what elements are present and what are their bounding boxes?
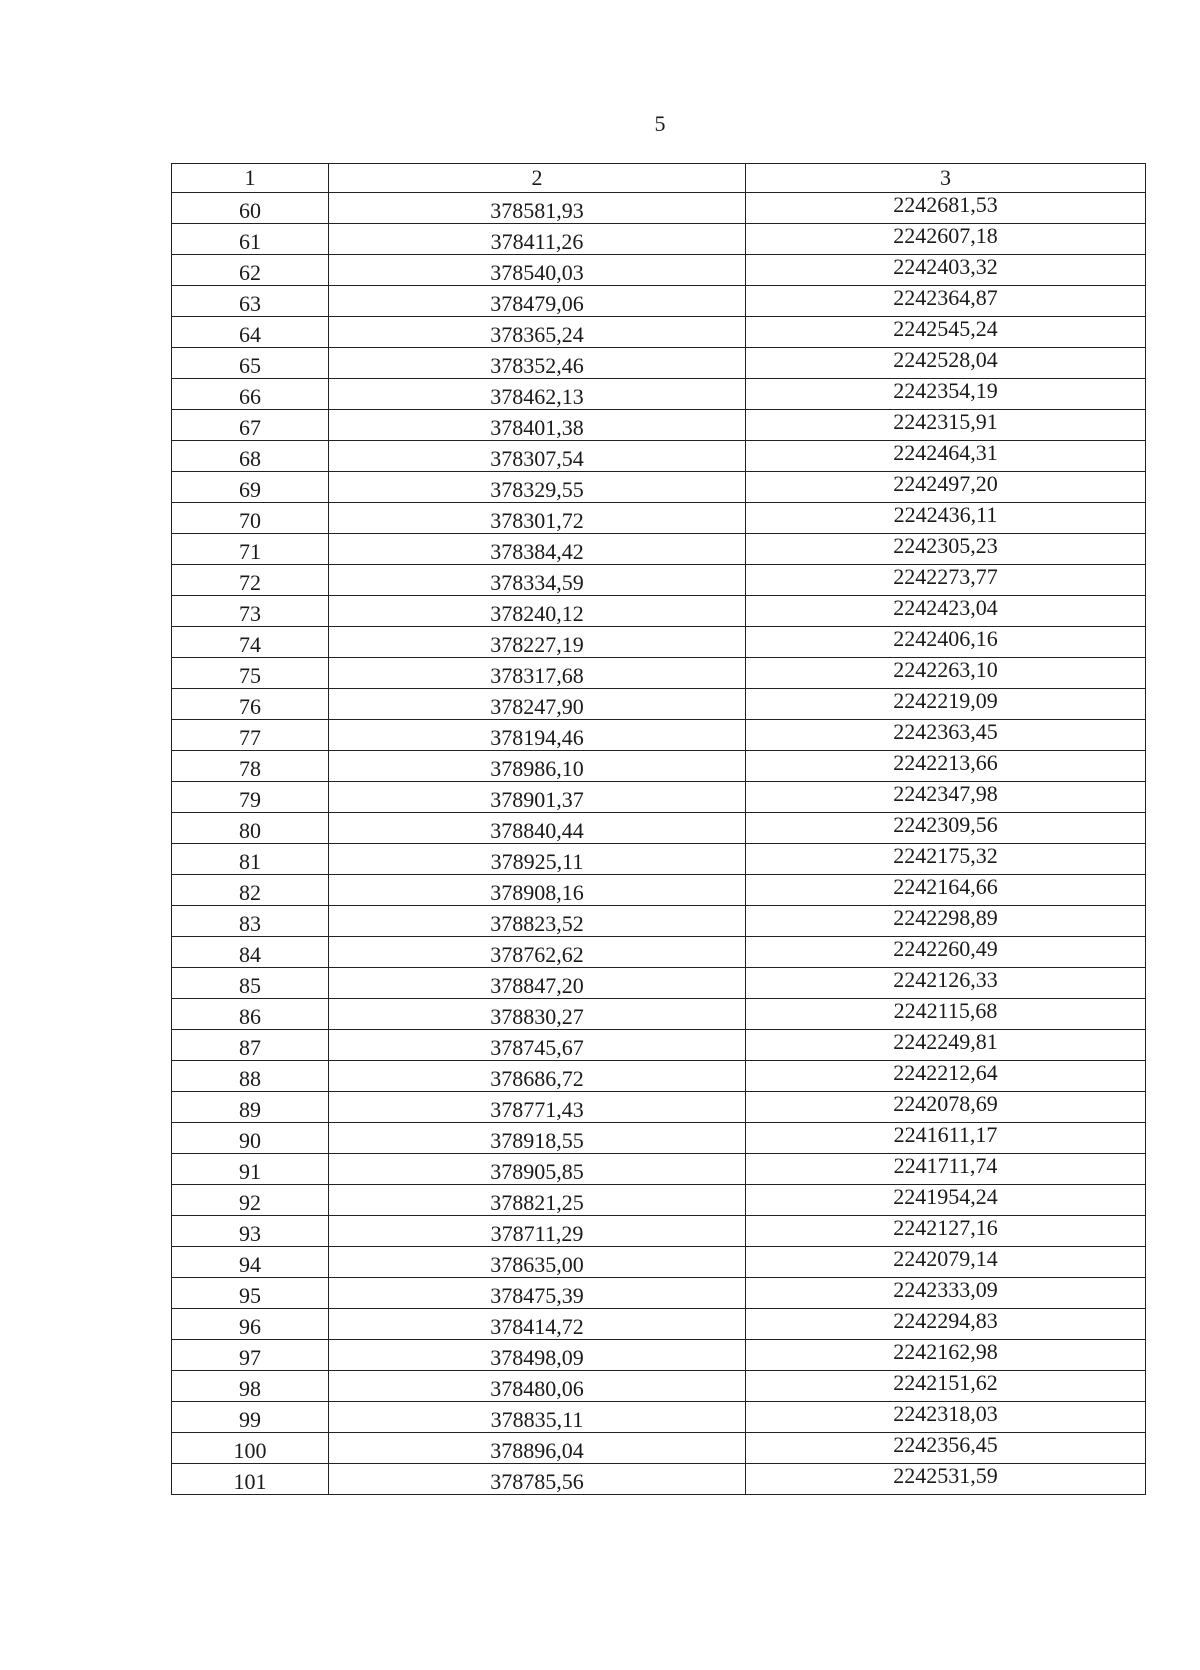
- table-row: [172, 937, 1146, 968]
- x-coordinate-cell: 378479,06: [329, 286, 746, 317]
- y-coordinate-cell: 2242607,18: [746, 224, 1146, 255]
- x-coordinate-cell: 378908,16: [329, 875, 746, 906]
- point-number-cell: 84: [172, 937, 329, 968]
- point-number-cell: 98: [172, 1371, 329, 1402]
- x-coordinate-cell: 378581,93: [329, 193, 746, 224]
- y-coordinate-cell: 2242263,10: [746, 658, 1146, 689]
- y-coordinate-cell: 2242175,32: [746, 844, 1146, 875]
- y-coordinate-cell: 2242406,16: [746, 627, 1146, 658]
- x-coordinate-cell: 378925,11: [329, 844, 746, 875]
- x-coordinate-cell: 378840,44: [329, 813, 746, 844]
- point-number-cell: 66: [172, 379, 329, 410]
- table-row: [172, 534, 1146, 565]
- table-row: [172, 317, 1146, 348]
- x-coordinate-cell: 378986,10: [329, 751, 746, 782]
- y-coordinate-cell: 2242528,04: [746, 348, 1146, 379]
- table-row: [172, 1371, 1146, 1402]
- table-row: [172, 286, 1146, 317]
- y-coordinate-cell: 2242464,31: [746, 441, 1146, 472]
- x-coordinate-cell: 378247,90: [329, 689, 746, 720]
- y-coordinate-cell: 2242545,24: [746, 317, 1146, 348]
- page-number: 5: [654, 111, 666, 136]
- point-number-cell: 80: [172, 813, 329, 844]
- x-coordinate-cell: 378227,19: [329, 627, 746, 658]
- x-coordinate-cell: 378498,09: [329, 1340, 746, 1371]
- y-coordinate-cell: 2242497,20: [746, 472, 1146, 503]
- table-row: [172, 1433, 1146, 1464]
- x-coordinate-cell: 378821,25: [329, 1185, 746, 1216]
- point-number-cell: 83: [172, 906, 329, 937]
- point-number-cell: 86: [172, 999, 329, 1030]
- x-coordinate-cell: 378835,11: [329, 1402, 746, 1433]
- point-number-cell: 69: [172, 472, 329, 503]
- table-row: [172, 1464, 1146, 1495]
- table-row: [172, 1309, 1146, 1340]
- point-number-cell: 92: [172, 1185, 329, 1216]
- table-row: [172, 689, 1146, 720]
- table-row: [172, 596, 1146, 627]
- point-number-cell: 67: [172, 410, 329, 441]
- point-number-cell: 93: [172, 1216, 329, 1247]
- y-coordinate-cell: 2242298,89: [746, 906, 1146, 937]
- x-coordinate-cell: 378635,00: [329, 1247, 746, 1278]
- point-number-cell: 97: [172, 1340, 329, 1371]
- table-row: [172, 1092, 1146, 1123]
- table-row: [172, 1154, 1146, 1185]
- y-coordinate-cell: 2241954,24: [746, 1185, 1146, 1216]
- table-row: [172, 658, 1146, 689]
- point-number-cell: 88: [172, 1061, 329, 1092]
- x-coordinate-cell: 378823,52: [329, 906, 746, 937]
- y-coordinate-cell: 2242403,32: [746, 255, 1146, 286]
- table-row: [172, 1061, 1146, 1092]
- x-coordinate-cell: 378540,03: [329, 255, 746, 286]
- table-row: [172, 1123, 1146, 1154]
- table-row: [172, 224, 1146, 255]
- x-coordinate-cell: 378384,42: [329, 534, 746, 565]
- x-coordinate-cell: 378317,68: [329, 658, 746, 689]
- y-coordinate-cell: 2242294,83: [746, 1309, 1146, 1340]
- point-number-cell: 78: [172, 751, 329, 782]
- point-number-cell: 99: [172, 1402, 329, 1433]
- x-coordinate-cell: 378194,46: [329, 720, 746, 751]
- x-coordinate-cell: 378711,29: [329, 1216, 746, 1247]
- point-number-cell: 100: [172, 1433, 329, 1464]
- x-coordinate-cell: 378301,72: [329, 503, 746, 534]
- x-coordinate-cell: 378411,26: [329, 224, 746, 255]
- y-coordinate-cell: 2242347,98: [746, 782, 1146, 813]
- point-number-cell: 95: [172, 1278, 329, 1309]
- table-row: [172, 751, 1146, 782]
- y-coordinate-cell: 2242078,69: [746, 1092, 1146, 1123]
- table-row: [172, 255, 1146, 286]
- x-coordinate-cell: 378401,38: [329, 410, 746, 441]
- x-coordinate-cell: 378365,24: [329, 317, 746, 348]
- point-number-cell: 64: [172, 317, 329, 348]
- y-coordinate-cell: 2242151,62: [746, 1371, 1146, 1402]
- x-coordinate-cell: 378480,06: [329, 1371, 746, 1402]
- y-coordinate-cell: 2242115,68: [746, 999, 1146, 1030]
- x-coordinate-cell: 378785,56: [329, 1464, 746, 1495]
- table-row: [172, 1185, 1146, 1216]
- y-coordinate-cell: 2242354,19: [746, 379, 1146, 410]
- coordinates-table: [171, 163, 1146, 1495]
- y-coordinate-cell: 2242127,16: [746, 1216, 1146, 1247]
- table-row: [172, 627, 1146, 658]
- table-row: [172, 348, 1146, 379]
- point-number-cell: 91: [172, 1154, 329, 1185]
- table-row: [172, 844, 1146, 875]
- point-number-cell: 70: [172, 503, 329, 534]
- x-coordinate-cell: 378905,85: [329, 1154, 746, 1185]
- point-number-cell: 96: [172, 1309, 329, 1340]
- x-coordinate-cell: 378240,12: [329, 596, 746, 627]
- y-coordinate-cell: 2242531,59: [746, 1464, 1146, 1495]
- y-coordinate-cell: 2241611,17: [746, 1123, 1146, 1154]
- table-row: [172, 720, 1146, 751]
- y-coordinate-cell: 2242164,66: [746, 875, 1146, 906]
- point-number-cell: 68: [172, 441, 329, 472]
- point-number-cell: 74: [172, 627, 329, 658]
- table-row: [172, 193, 1146, 224]
- point-number-cell: 81: [172, 844, 329, 875]
- x-coordinate-cell: 378745,67: [329, 1030, 746, 1061]
- y-coordinate-cell: 2242249,81: [746, 1030, 1146, 1061]
- point-number-cell: 60: [172, 193, 329, 224]
- x-coordinate-cell: 378307,54: [329, 441, 746, 472]
- table-row: [172, 1247, 1146, 1278]
- y-coordinate-cell: 2242318,03: [746, 1402, 1146, 1433]
- x-coordinate-cell: 378352,46: [329, 348, 746, 379]
- x-coordinate-cell: 378918,55: [329, 1123, 746, 1154]
- x-coordinate-cell: 378686,72: [329, 1061, 746, 1092]
- x-coordinate-cell: 378334,59: [329, 565, 746, 596]
- table-row: [172, 875, 1146, 906]
- table-body: [172, 193, 1146, 1495]
- table-row: [172, 1340, 1146, 1371]
- point-number-cell: 85: [172, 968, 329, 999]
- x-coordinate-cell: 378830,27: [329, 999, 746, 1030]
- table-row: [172, 813, 1146, 844]
- y-coordinate-cell: 2242356,45: [746, 1433, 1146, 1464]
- table-row: [172, 565, 1146, 596]
- table-row: [172, 472, 1146, 503]
- y-coordinate-cell: 2242364,87: [746, 286, 1146, 317]
- y-coordinate-cell: 2242315,91: [746, 410, 1146, 441]
- table-row: [172, 379, 1146, 410]
- y-coordinate-cell: 2242079,14: [746, 1247, 1146, 1278]
- x-coordinate-cell: 378901,37: [329, 782, 746, 813]
- point-number-cell: 71: [172, 534, 329, 565]
- table-row: [172, 1030, 1146, 1061]
- x-coordinate-cell: 378762,62: [329, 937, 746, 968]
- table-row: [172, 906, 1146, 937]
- table-row: [172, 503, 1146, 534]
- y-coordinate-cell: 2242126,33: [746, 968, 1146, 999]
- point-number-cell: 89: [172, 1092, 329, 1123]
- y-coordinate-cell: 2242423,04: [746, 596, 1146, 627]
- point-number-cell: 101: [172, 1464, 329, 1495]
- point-number-cell: 87: [172, 1030, 329, 1061]
- y-coordinate-cell: 2242436,11: [746, 503, 1146, 534]
- point-number-cell: 79: [172, 782, 329, 813]
- column-header: 3: [746, 164, 1146, 193]
- table-row: [172, 1402, 1146, 1433]
- y-coordinate-cell: 2242273,77: [746, 565, 1146, 596]
- table-row: [172, 999, 1146, 1030]
- y-coordinate-cell: 2242333,09: [746, 1278, 1146, 1309]
- y-coordinate-cell: 2242260,49: [746, 937, 1146, 968]
- table-row: [172, 441, 1146, 472]
- x-coordinate-cell: 378475,39: [329, 1278, 746, 1309]
- y-coordinate-cell: 2242305,23: [746, 534, 1146, 565]
- x-coordinate-cell: 378462,13: [329, 379, 746, 410]
- y-coordinate-cell: 2241711,74: [746, 1154, 1146, 1185]
- table-row: [172, 410, 1146, 441]
- point-number-cell: 90: [172, 1123, 329, 1154]
- table-row: [172, 1216, 1146, 1247]
- point-number-cell: 77: [172, 720, 329, 751]
- point-number-cell: 76: [172, 689, 329, 720]
- point-number-cell: 75: [172, 658, 329, 689]
- y-coordinate-cell: 2242162,98: [746, 1340, 1146, 1371]
- y-coordinate-cell: 2242681,53: [746, 193, 1146, 224]
- x-coordinate-cell: 378414,72: [329, 1309, 746, 1340]
- point-number-cell: 62: [172, 255, 329, 286]
- y-coordinate-cell: 2242309,56: [746, 813, 1146, 844]
- x-coordinate-cell: 378896,04: [329, 1433, 746, 1464]
- point-number-cell: 94: [172, 1247, 329, 1278]
- point-number-cell: 72: [172, 565, 329, 596]
- column-header: 2: [329, 164, 746, 193]
- y-coordinate-cell: 2242219,09: [746, 689, 1146, 720]
- point-number-cell: 82: [172, 875, 329, 906]
- x-coordinate-cell: 378771,43: [329, 1092, 746, 1123]
- table-row: [172, 782, 1146, 813]
- point-number-cell: 63: [172, 286, 329, 317]
- y-coordinate-cell: 2242212,64: [746, 1061, 1146, 1092]
- point-number-cell: 61: [172, 224, 329, 255]
- point-number-cell: 73: [172, 596, 329, 627]
- table-header-row: [172, 164, 1146, 193]
- y-coordinate-cell: 2242213,66: [746, 751, 1146, 782]
- table-row: [172, 968, 1146, 999]
- table-row: [172, 1278, 1146, 1309]
- column-header: 1: [172, 164, 329, 193]
- point-number-cell: 65: [172, 348, 329, 379]
- y-coordinate-cell: 2242363,45: [746, 720, 1146, 751]
- x-coordinate-cell: 378329,55: [329, 472, 746, 503]
- x-coordinate-cell: 378847,20: [329, 968, 746, 999]
